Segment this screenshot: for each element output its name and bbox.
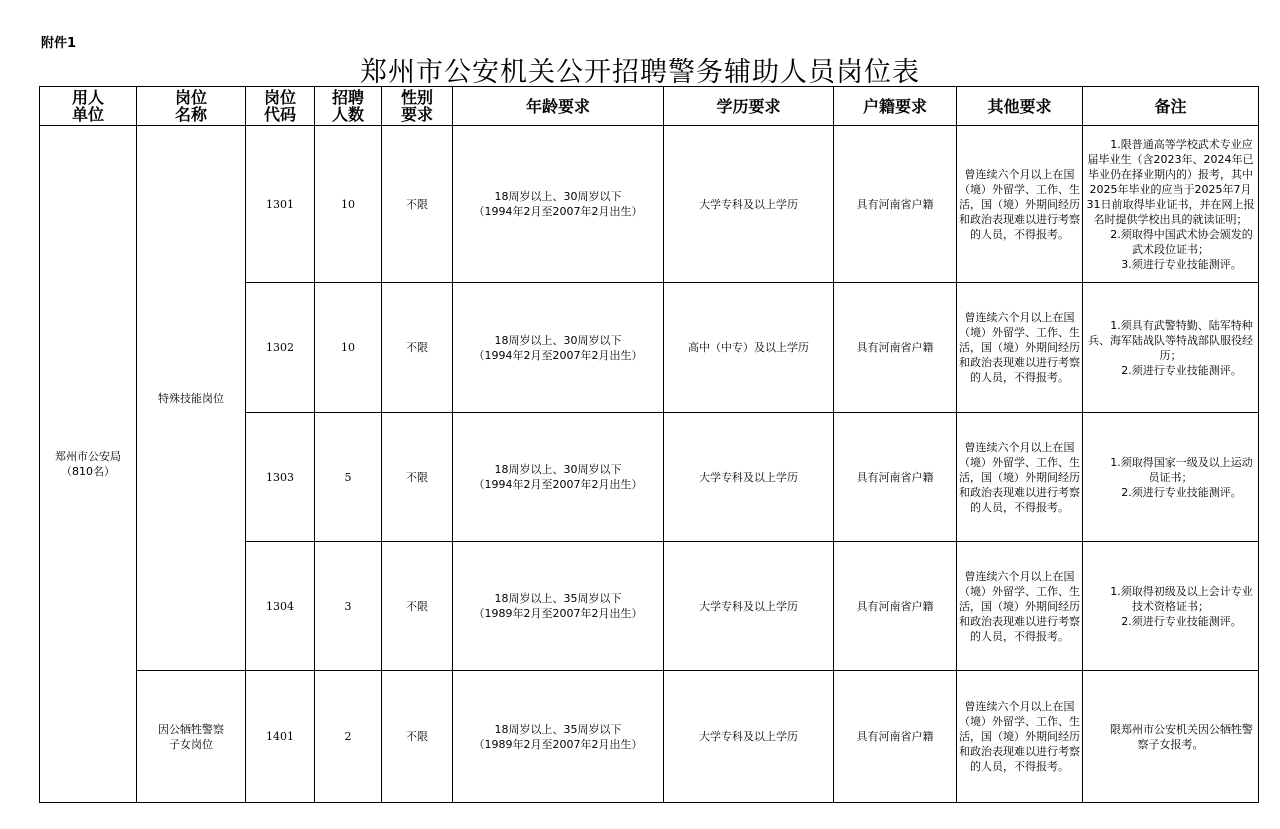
notes-cell: 1.限普通高等学校武术专业应届毕业生（含2023年、2024年已毕业仍在择业期内的）报考，其中2025年毕业的应当于2025年7月31日前取得毕业证书，并在网上报名时提供学校出具的就读证明； 2.须取得中国武术协会颁发的武术段位证书； 3.须进行专业技能测评。 [1083,126,1259,283]
education-cell: 大学专科及以上学历 [664,542,834,671]
attachment-label: 附件1 [41,36,77,51]
count-cell: 10 [315,126,382,283]
hukou-cell: 具有河南省户籍 [834,283,957,413]
hukou-cell: 具有河南省户籍 [834,671,957,803]
position-name-cell: 因公牺牲警察 子女岗位 [137,671,246,803]
header-other: 其他要求 [957,87,1083,126]
header-count: 招聘 人数 [315,87,382,126]
education-cell: 高中（中专）及以上学历 [664,283,834,413]
count-cell: 5 [315,413,382,542]
position-table [39,86,1259,803]
header-education: 学历要求 [664,87,834,126]
unit-name: 郑州市公安局 [55,450,121,463]
code-cell: 1303 [246,413,315,542]
gender-cell: 不限 [382,671,453,803]
unit-cell [40,126,137,803]
other-cell: 曾连续六个月以上在国（境）外留学、工作、生活，国（境）外期间经历和政治表现难以进行考察的人员，不得报考。 [957,671,1083,803]
other-cell: 曾连续六个月以上在国（境）外留学、工作、生活，国（境）外期间经历和政治表现难以进行考察的人员，不得报考。 [957,283,1083,413]
age-cell: 18周岁以上、30周岁以下 （1994年2月至2007年2月出生） [453,413,664,542]
count-cell: 3 [315,542,382,671]
header-age: 年龄要求 [453,87,664,126]
notes-cell: 1.须取得初级及以上会计专业技术资格证书； 2.须进行专业技能测评。 [1083,542,1259,671]
gender-cell: 不限 [382,413,453,542]
other-cell: 曾连续六个月以上在国（境）外留学、工作、生活，国（境）外期间经历和政治表现难以进行考察的人员，不得报考。 [957,126,1083,283]
notes-cell: 1.须取得国家一级及以上运动员证书； 2.须进行专业技能测评。 [1083,413,1259,542]
header-notes: 备注 [1083,87,1259,126]
education-cell: 大学专科及以上学历 [664,413,834,542]
gender-cell: 不限 [382,126,453,283]
header-row [40,87,1259,126]
header-unit: 用人 单位 [40,87,137,126]
code-cell: 1302 [246,283,315,413]
table-row [40,126,1259,283]
code-cell: 1304 [246,542,315,671]
header-gender: 性别 要求 [382,87,453,126]
education-cell: 大学专科及以上学历 [664,671,834,803]
header-hukou: 户籍要求 [834,87,957,126]
table-row [40,671,1259,803]
age-cell: 18周岁以上、35周岁以下 （1989年2月至2007年2月出生） [453,542,664,671]
education-cell: 大学专科及以上学历 [664,126,834,283]
hukou-cell: 具有河南省户籍 [834,413,957,542]
position-name-cell: 特殊技能岗位 [137,126,246,671]
unit-total: （810名） [61,465,115,478]
hukou-cell: 具有河南省户籍 [834,542,957,671]
other-cell: 曾连续六个月以上在国（境）外留学、工作、生活，国（境）外期间经历和政治表现难以进行考察的人员，不得报考。 [957,413,1083,542]
notes-cell: 1.须具有武警特勤、陆军特种兵、海军陆战队等特战部队服役经历； 2.须进行专业技能测评。 [1083,283,1259,413]
hukou-cell: 具有河南省户籍 [834,126,957,283]
count-cell: 2 [315,671,382,803]
header-position: 岗位 名称 [137,87,246,126]
code-cell: 1301 [246,126,315,283]
age-cell: 18周岁以上、30周岁以下 （1994年2月至2007年2月出生） [453,126,664,283]
code-cell: 1401 [246,671,315,803]
other-cell: 曾连续六个月以上在国（境）外留学、工作、生活，国（境）外期间经历和政治表现难以进行考察的人员，不得报考。 [957,542,1083,671]
notes-cell: 限郑州市公安机关因公牺牲警察子女报考。 [1083,671,1259,803]
page-title: 郑州市公安机关公开招聘警务辅助人员岗位表 [360,57,920,88]
header-code: 岗位 代码 [246,87,315,126]
count-cell: 10 [315,283,382,413]
age-cell: 18周岁以上、30周岁以下 （1994年2月至2007年2月出生） [453,283,664,413]
gender-cell: 不限 [382,542,453,671]
gender-cell: 不限 [382,283,453,413]
age-cell: 18周岁以上、35周岁以下 （1989年2月至2007年2月出生） [453,671,664,803]
